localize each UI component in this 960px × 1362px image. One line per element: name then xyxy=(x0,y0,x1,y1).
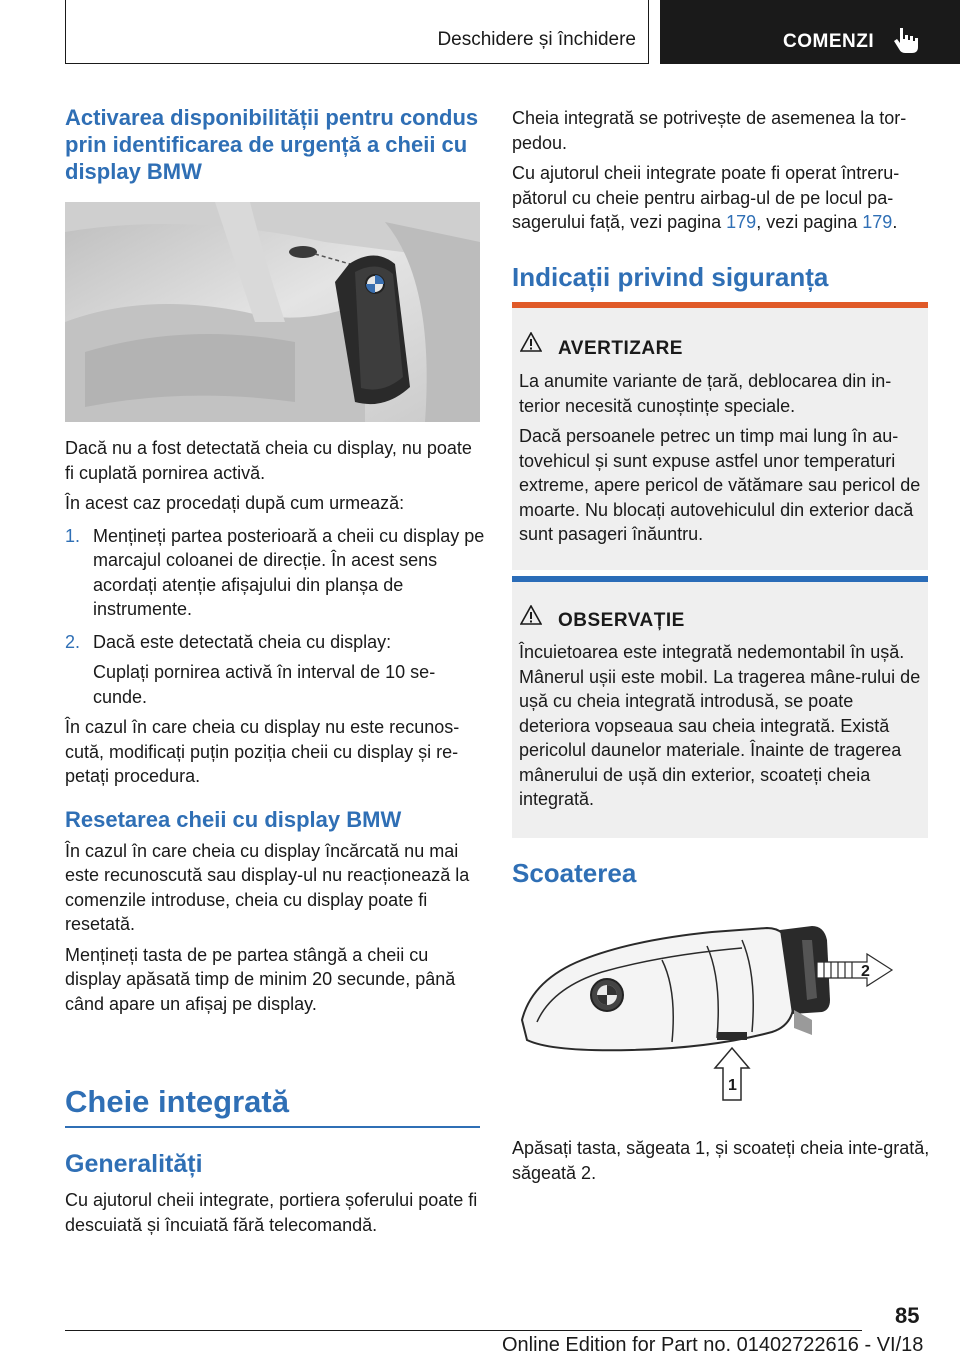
arrow-label-2: 2 xyxy=(861,963,870,980)
heading-general: Generalități xyxy=(65,1150,203,1178)
arrow-label-1: 1 xyxy=(728,1077,737,1094)
text-span: , vezi pagina xyxy=(756,212,863,232)
heading-integrated-key: Cheie integrată xyxy=(65,1084,289,1119)
step-text: Dacă este detectată cheia cu display: xyxy=(93,631,392,652)
paragraph-airbag-switch xyxy=(512,161,932,235)
hand-pointer-icon xyxy=(893,26,919,54)
key-removal-illustration xyxy=(512,910,928,1110)
warning-triangle-icon xyxy=(520,332,542,352)
paragraph-procedure-intro: În acest caz procedați după cum urmează: xyxy=(65,493,405,513)
page-number: 85 xyxy=(895,1303,920,1328)
paragraph-key-not-detected: Dacă nu a fost detectată cheia cu display, nu poate fi cuplată pornirea activă. xyxy=(65,438,472,483)
warning-title: AVERTIZARE xyxy=(558,338,683,359)
chapter-title-text: COMENZI xyxy=(783,31,875,52)
paragraph-integrated-key-use: Cu ajutorul cheii integrate, portiera șoferului poate fi descuiată și încuiată fără telecomandă. xyxy=(65,1190,478,1235)
step-item xyxy=(65,524,485,622)
paragraph-glovebox: Cheia integrată se potrivește de asemenea la tor-pedou. xyxy=(512,108,907,153)
heading-safety-notes: Indicații privind siguranța xyxy=(512,262,829,292)
figure-key-steering-column xyxy=(65,202,480,422)
warning-text: Dacă persoanele petrec un timp mai lung în au-tovehicul și sunt expuse astfel unor temperaturi extreme, apere pericol de vătămare sau pericol de moarte. Nu blocați autovehiculul din exterior dacă sunt pasageri înăuntru. xyxy=(519,426,921,544)
step-item xyxy=(65,630,485,710)
heading-underline xyxy=(65,1126,480,1128)
text-span: . xyxy=(892,212,898,232)
page-link-179[interactable]: 179 xyxy=(726,212,757,232)
paragraph-reset-procedure: Mențineți tasta de pe partea stângă a cheii cu display apăsată timp de minim 20 secunde, până când apare un afișaj pe display. xyxy=(65,944,456,1014)
note-title: OBSERVAȚIE xyxy=(558,610,685,631)
footer-divider xyxy=(65,1330,862,1331)
step-text: Mențineți partea posterioară a cheii cu display pe marcajul coloanei de direcție. În acest sens acordați atenție afișajului din planșa de instrumente. xyxy=(93,525,485,619)
warning-text: La anumite variante de țară, deblocarea din in-terior necesită cunoștințe speciale. xyxy=(519,371,892,416)
running-section-title xyxy=(65,0,649,64)
footer-edition: Online Edition for Part no. 01402722616 - VI/18 xyxy=(502,1334,924,1356)
step-number: 2. xyxy=(65,631,81,652)
heading-removal: Scoaterea xyxy=(512,858,637,888)
step-number: 1. xyxy=(65,525,81,546)
note-text: Încuietoarea este integrată nedemontabil în ușă. Mânerul ușii este mobil. La tragerea mâne-rului de ușă cu cheia integrată introdusă, se poate deteriora vopseaua sau cheia integrată. Există pericolul daunelor materiale. Înainte de tragerea mânerului de ușă din exterior, scoateți cheia integrată. xyxy=(519,642,921,809)
caution-triangle-icon xyxy=(520,605,542,625)
paragraph-removal-steps: Apăsați tasta, săgeata 1, și scoateți cheia inte-grată, săgeată 2. xyxy=(512,1138,930,1183)
paragraph-not-recognized: În cazul în care cheia cu display nu este recunos-cută, modificați puțin poziția cheii cu display și re-petați procedura. xyxy=(65,717,460,786)
text-span: Cu ajutorul cheii integrate poate fi operat întreru-pătorul cu cheie pentru airbag-ul de pe locul pa-sagerului față, vezi pagina xyxy=(512,163,900,232)
figure-key-removal xyxy=(512,910,928,1110)
heading-reset-key: Resetarea cheii cu display BMW xyxy=(65,806,402,832)
page-link-179[interactable]: 179 xyxy=(862,212,893,232)
chapter-tab xyxy=(660,0,960,64)
step-subtext: Cuplați pornirea activă în interval de 10 se-cunde. xyxy=(93,662,436,707)
paragraph-reset-condition: În cazul în care cheia cu display încărcată nu mai este recunoscută sau display-ul nu reacționează la comenzile introduse, cheia cu display poate fi resetată. xyxy=(65,840,470,934)
section-title-text: Deschidere și închidere xyxy=(437,29,636,50)
key-on-column-illustration xyxy=(65,202,480,422)
note-box xyxy=(512,576,928,838)
heading-emergency-detection: Activarea disponibilității pentru condus prin identificarea de urgență a cheii cu display BMW xyxy=(65,105,479,184)
warning-box xyxy=(512,302,928,570)
step-list xyxy=(65,524,485,710)
